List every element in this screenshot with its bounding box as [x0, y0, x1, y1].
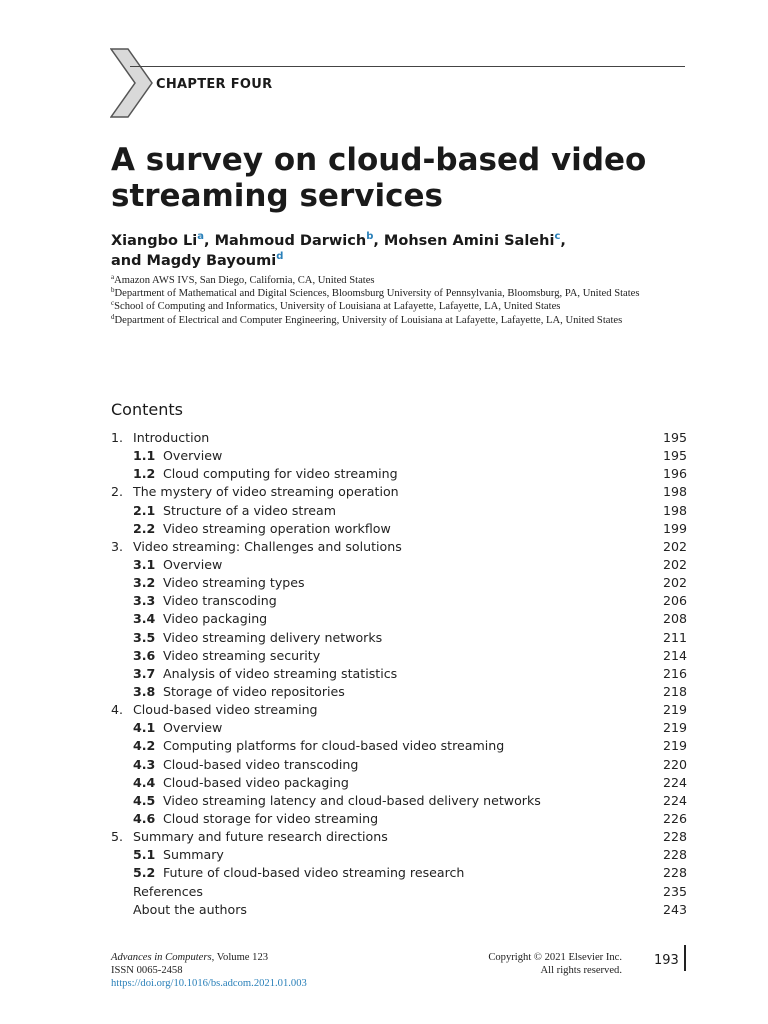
toc-page[interactable]: 211: [662, 629, 687, 645]
toc-title[interactable]: Video streaming types: [163, 575, 305, 591]
affiliation: [111, 300, 691, 313]
toc-entry[interactable]: [111, 520, 687, 538]
toc-title[interactable]: Future of cloud-based video streaming research: [163, 865, 465, 881]
author: [111, 253, 283, 269]
toc-entry[interactable]: [111, 901, 687, 919]
toc-entry[interactable]: [111, 538, 687, 556]
affiliation-text: Department of Electrical and Computer Engineering, University of Louisiana at Lafayette, Lafayette, LA, United States: [114, 314, 623, 326]
toc-title[interactable]: The mystery of video streaming operation: [133, 484, 399, 500]
toc-number: 4.6: [133, 810, 156, 826]
author-name: Mohsen Amini Salehi: [383, 233, 555, 249]
author: [215, 233, 384, 249]
toc-title[interactable]: Video streaming: Challenges and solutions: [133, 538, 402, 554]
toc-entry[interactable]: [111, 756, 687, 774]
toc-title[interactable]: Video streaming latency and cloud-based delivery networks: [163, 792, 541, 808]
toc-page[interactable]: 195: [662, 430, 687, 445]
affiliation-mark: a: [111, 273, 115, 281]
toc-page[interactable]: 202: [662, 538, 687, 554]
footer-publication: [111, 951, 307, 990]
author-name: Mahmoud Darwich: [214, 233, 367, 249]
toc-page[interactable]: 196: [662, 466, 687, 482]
affiliation-mark[interactable]: a: [197, 231, 204, 242]
author: [111, 233, 215, 249]
toc-number: 3.5: [133, 629, 156, 645]
toc-entry[interactable]: [111, 864, 687, 882]
toc-entry[interactable]: [111, 683, 687, 701]
toc-page[interactable]: 198: [662, 502, 687, 518]
toc-page[interactable]: 220: [662, 756, 687, 772]
affiliation-mark[interactable]: b: [366, 231, 374, 242]
toc-number: 5.2: [133, 865, 156, 881]
toc-number: 2.2: [133, 520, 156, 536]
table-of-contents: [111, 429, 687, 919]
toc-entry[interactable]: [111, 429, 687, 447]
toc-entry[interactable]: [111, 483, 687, 501]
toc-entry[interactable]: [111, 737, 687, 755]
toc-number: 3.7: [133, 665, 156, 681]
toc-page[interactable]: 235: [662, 883, 687, 899]
toc-page[interactable]: 202: [662, 575, 687, 591]
toc-page[interactable]: 224: [662, 774, 687, 790]
toc-title[interactable]: Overview: [163, 720, 223, 736]
toc-title[interactable]: Cloud-based video streaming: [133, 702, 318, 718]
toc-number: 4.5: [133, 792, 156, 808]
toc-number: 4.1: [133, 720, 156, 736]
author-name: Xiangbo Li: [111, 233, 198, 249]
toc-number: 4.3: [133, 756, 156, 772]
toc-page[interactable]: 202: [662, 556, 687, 572]
toc-number: 4.4: [133, 774, 156, 790]
toc-number: 4.: [111, 702, 124, 718]
toc-page[interactable]: 219: [662, 702, 687, 718]
toc-page[interactable]: 218: [662, 683, 687, 699]
toc-entry[interactable]: [111, 810, 687, 828]
toc-number: 1.2: [133, 466, 156, 482]
toc-entry[interactable]: [111, 447, 687, 465]
doi-link[interactable]: https://doi.org/10.1016/bs.adcom.2021.01.003: [111, 978, 307, 989]
toc-title[interactable]: Introduction: [133, 430, 210, 445]
toc-title[interactable]: Video streaming delivery networks: [163, 629, 383, 645]
toc-title[interactable]: Video packaging: [163, 611, 268, 627]
toc-number: 3.2: [133, 575, 156, 591]
journal-volume: , Volume 123: [211, 952, 269, 963]
toc-entry[interactable]: [111, 502, 687, 520]
toc-number: 1.1: [133, 448, 156, 464]
copyright-text: Copyright © 2021 Elsevier Inc.: [488, 952, 622, 963]
toc-title[interactable]: References: [133, 883, 203, 899]
toc-title[interactable]: Overview: [163, 556, 223, 572]
author-list: [111, 231, 691, 271]
affiliation: [111, 314, 691, 327]
toc-page[interactable]: 228: [662, 847, 687, 863]
contents-heading: Contents: [111, 400, 183, 419]
toc-page[interactable]: 228: [662, 829, 687, 845]
author-separator: ,: [560, 233, 566, 249]
toc-entry[interactable]: [111, 774, 687, 792]
toc-title[interactable]: Computing platforms for cloud-based video streaming: [163, 738, 505, 754]
toc-title[interactable]: Analysis of video streaming statistics: [163, 665, 398, 681]
toc-title[interactable]: Cloud-based video packaging: [163, 774, 349, 790]
toc-title[interactable]: Storage of video repositories: [163, 683, 345, 699]
affiliation-mark[interactable]: d: [276, 251, 284, 262]
author: [384, 233, 566, 249]
affiliation-mark: d: [111, 312, 115, 321]
toc-number: 3.4: [133, 611, 156, 627]
journal-name: Advances in Computers: [111, 952, 212, 963]
toc-number: 1.: [111, 430, 124, 445]
toc-entry[interactable]: [111, 574, 687, 592]
toc-number: 4.2: [133, 738, 156, 754]
toc-number: 3.6: [133, 647, 156, 663]
toc-entry[interactable]: [111, 556, 687, 574]
page-number: 193: [654, 953, 679, 968]
toc-number: 2.1: [133, 502, 156, 518]
toc-title[interactable]: Cloud-based video transcoding: [163, 756, 359, 772]
toc-page[interactable]: 199: [662, 520, 687, 536]
toc-title[interactable]: About the authors: [133, 901, 247, 917]
toc-title[interactable]: Video transcoding: [163, 593, 277, 609]
toc-number: 3.3: [133, 593, 156, 609]
toc-entry[interactable]: [111, 592, 687, 610]
page-title: A survey on cloud-based video streaming services: [111, 142, 647, 214]
toc-entry[interactable]: [111, 719, 687, 737]
toc-entry[interactable]: [111, 883, 687, 901]
toc-entry[interactable]: [111, 792, 687, 810]
affiliation-text: Department of Mathematical and Digital Sciences, Bloomsburg University of Pennsylvania, Bloomsburg, PA, United States: [114, 288, 640, 300]
toc-entry[interactable]: [111, 610, 687, 628]
toc-title[interactable]: Video streaming operation workflow: [163, 520, 391, 536]
toc-title[interactable]: Video streaming security: [163, 647, 321, 663]
toc-number: 5.1: [133, 847, 156, 863]
affiliation-text: School of Computing and Informatics, University of Louisiana at Lafayette, Lafayette, LA, United States: [114, 301, 561, 313]
toc-title[interactable]: Structure of a video stream: [163, 502, 336, 518]
toc-number: 5.: [111, 829, 124, 845]
footer-copyright: [420, 951, 622, 977]
affiliation: [111, 274, 691, 287]
toc-page[interactable]: 219: [662, 720, 687, 736]
author-name: and Magdy Bayoumi: [111, 253, 277, 269]
issn: ISSN 0065-2458: [111, 965, 183, 976]
toc-entry[interactable]: [111, 465, 687, 483]
toc-number: 3.: [111, 538, 124, 554]
chapter-label: CHAPTER FOUR: [156, 77, 273, 92]
toc-page[interactable]: 198: [662, 484, 687, 500]
toc-entry[interactable]: [111, 828, 687, 846]
toc-page[interactable]: 226: [662, 810, 687, 826]
chapter-rule: [130, 66, 685, 67]
author-separator: ,: [373, 233, 384, 249]
toc-page[interactable]: 206: [662, 593, 687, 609]
toc-page[interactable]: 216: [662, 665, 687, 681]
affiliation-mark: c: [111, 299, 115, 308]
toc-title[interactable]: Summary and future research directions: [133, 829, 388, 845]
toc-number: 3.1: [133, 556, 156, 572]
toc-page[interactable]: 219: [662, 738, 687, 754]
affiliation-list: [111, 274, 691, 327]
toc-number: 3.8: [133, 683, 156, 699]
toc-entry[interactable]: [111, 629, 687, 647]
toc-title[interactable]: Overview: [163, 448, 223, 464]
toc-page[interactable]: 208: [662, 611, 687, 627]
toc-entry[interactable]: [111, 647, 687, 665]
rights-text: All rights reserved.: [540, 965, 622, 976]
page-number-rule: [684, 945, 686, 971]
toc-title[interactable]: Cloud storage for video streaming: [163, 810, 379, 826]
toc-entry[interactable]: [111, 701, 687, 719]
toc-page[interactable]: 195: [662, 448, 687, 464]
toc-entry[interactable]: [111, 846, 687, 864]
toc-page[interactable]: 228: [662, 865, 687, 881]
affiliation-mark: b: [111, 286, 115, 295]
toc-number: 2.: [111, 484, 124, 500]
toc-page[interactable]: 224: [662, 792, 687, 808]
toc-entry[interactable]: [111, 665, 687, 683]
affiliation-text: Amazon AWS IVS, San Diego, California, CA, United States: [114, 275, 375, 286]
toc-title[interactable]: Summary: [163, 847, 224, 863]
affiliation-mark[interactable]: c: [554, 231, 561, 242]
toc-page[interactable]: 243: [662, 901, 687, 917]
affiliation: [111, 287, 691, 300]
toc-page[interactable]: 214: [662, 647, 687, 663]
author-separator: ,: [204, 233, 215, 249]
toc-title[interactable]: Cloud computing for video streaming: [163, 466, 398, 482]
chapter-marker-icon: [110, 48, 154, 118]
